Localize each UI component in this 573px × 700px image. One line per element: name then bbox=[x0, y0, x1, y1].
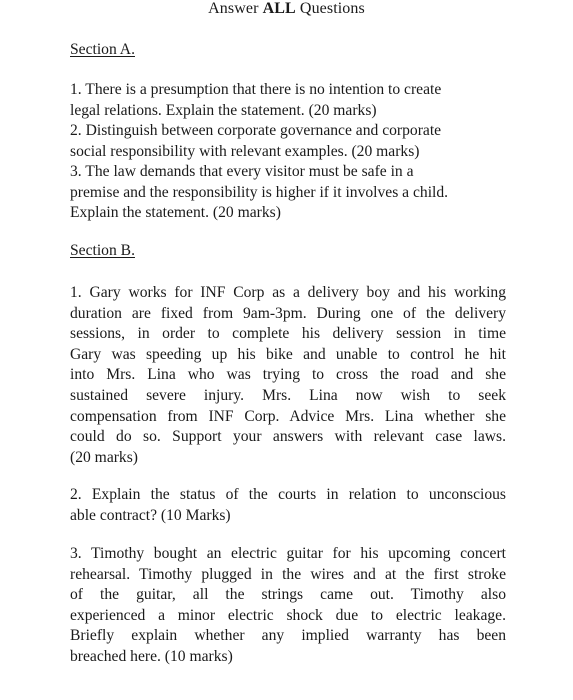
title-bold: ALL bbox=[262, 0, 296, 17]
question-line: Briefly explain whether any implied warranty has been bbox=[70, 627, 506, 645]
question-line: breached here. (10 marks) bbox=[70, 647, 233, 665]
question-line: social responsibility with relevant examples. (20 marks) bbox=[70, 142, 420, 160]
question-line: into Mrs. Lina who was trying to cross the road and she bbox=[70, 366, 506, 384]
section-b-question-2 bbox=[70, 485, 506, 526]
question-line: Explain the statement. (20 marks) bbox=[70, 204, 281, 222]
page-title bbox=[0, 0, 573, 18]
title-suffix: Questions bbox=[295, 0, 365, 17]
section-a-question-1 bbox=[70, 80, 506, 121]
section-a-question-2 bbox=[70, 121, 506, 162]
section-b-heading: Section B. bbox=[70, 242, 135, 259]
question-line: rehearsal. Timothy plugged in the wires and at the first stroke bbox=[70, 565, 506, 583]
section-a-question-3 bbox=[70, 162, 506, 224]
question-line: Gary was speeding up his bike and unable to control he hit bbox=[70, 345, 506, 363]
section-b-question-1 bbox=[70, 283, 506, 468]
question-line: 1. There is a presumption that there is no intention to create bbox=[70, 81, 442, 98]
question-line: 2. Distinguish between corporate governance and corporate bbox=[70, 122, 442, 139]
section-b-question-3 bbox=[70, 544, 506, 668]
question-line: compensation from INF Corp. Advice Mrs. Lina whether she bbox=[70, 407, 506, 425]
question-line: sessions, in order to complete his delivery session in time bbox=[70, 325, 506, 343]
question-line: 1. Gary works for INF Corp as a delivery boy and his working bbox=[70, 284, 506, 301]
title-prefix: Answer bbox=[208, 0, 263, 17]
question-line: of the guitar, all the strings came out. Timothy also bbox=[70, 586, 506, 604]
question-line: able contract? (10 Marks) bbox=[70, 506, 231, 524]
question-line: duration are fixed from 9am-3pm. During one of the delivery bbox=[70, 304, 506, 322]
question-line: 2. Explain the status of the courts in relation to unconscious bbox=[70, 486, 506, 503]
question-line: 3. Timothy bought an electric guitar for his upcoming concert bbox=[70, 545, 506, 562]
question-line: sustained severe injury. Mrs. Lina now wish to seek bbox=[70, 386, 506, 404]
question-line: 3. The law demands that every visitor must be safe in a bbox=[70, 163, 414, 180]
question-line: premise and the responsibility is higher if it involves a child. bbox=[70, 183, 449, 201]
question-line: (20 marks) bbox=[70, 448, 138, 466]
question-line: experienced a minor electric shock due to electric leakage. bbox=[70, 606, 506, 624]
question-line: legal relations. Explain the statement. (20 marks) bbox=[70, 101, 377, 119]
section-a-heading: Section A. bbox=[70, 41, 135, 58]
question-line: could do so. Support your answers with relevant case laws. bbox=[70, 428, 506, 446]
